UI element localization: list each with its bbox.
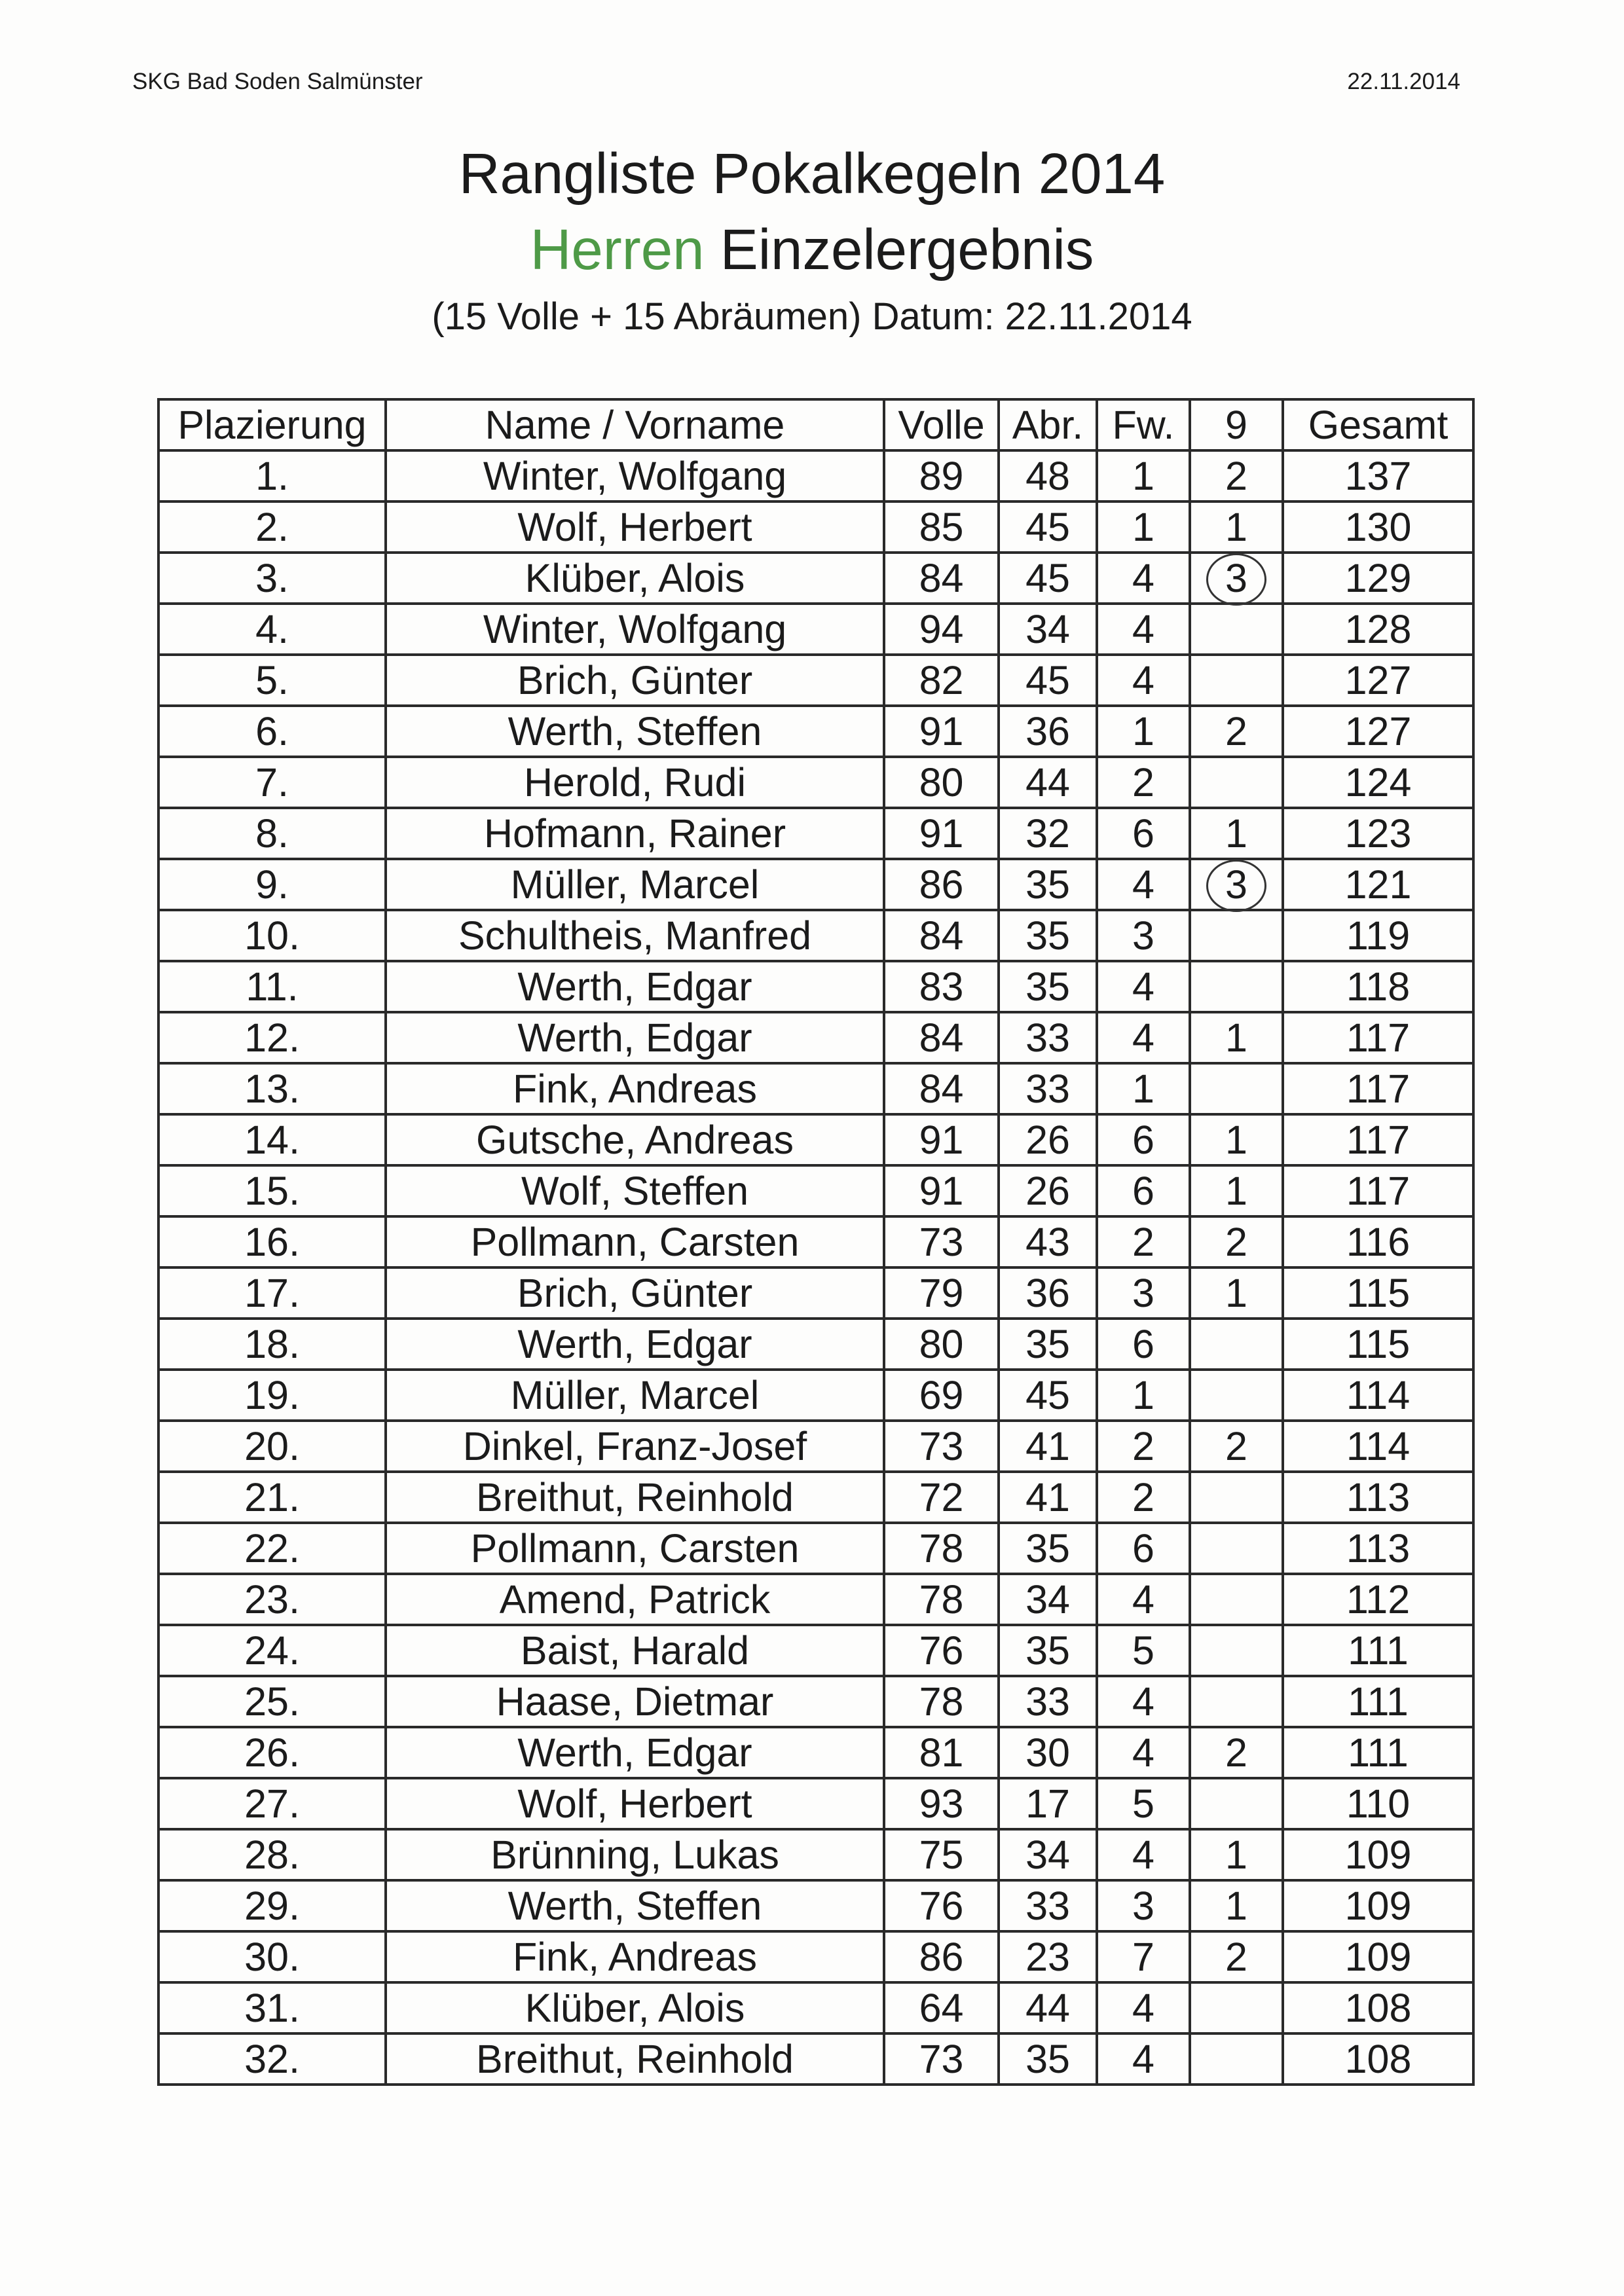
volle-cell: 86 bbox=[884, 859, 999, 910]
place-cell: 12. bbox=[158, 1012, 386, 1063]
total-cell: 114 bbox=[1283, 1421, 1473, 1472]
fw-cell: 6 bbox=[1097, 1165, 1190, 1216]
volle-cell: 91 bbox=[884, 1114, 999, 1165]
name-cell: Brünning, Lukas bbox=[386, 1829, 884, 1880]
fw-cell: 6 bbox=[1097, 1523, 1190, 1574]
fw-cell: 1 bbox=[1097, 1063, 1190, 1114]
volle-cell: 80 bbox=[884, 757, 999, 808]
place-cell: 16. bbox=[158, 1216, 386, 1267]
fw-cell: 5 bbox=[1097, 1625, 1190, 1676]
column-header-place: Plazierung bbox=[158, 399, 386, 450]
total-cell: 124 bbox=[1283, 757, 1473, 808]
nine-cell bbox=[1190, 1063, 1283, 1114]
fw-cell: 2 bbox=[1097, 1216, 1190, 1267]
place-cell: 10. bbox=[158, 910, 386, 961]
total-cell: 118 bbox=[1283, 961, 1473, 1012]
table-row bbox=[158, 706, 1473, 757]
total-cell: 117 bbox=[1283, 1114, 1473, 1165]
place-cell: 4. bbox=[158, 604, 386, 655]
fw-cell: 2 bbox=[1097, 1421, 1190, 1472]
column-header-volle: Volle bbox=[884, 399, 999, 450]
name-cell: Werth, Edgar bbox=[386, 1319, 884, 1370]
name-cell: Dinkel, Franz-Josef bbox=[386, 1421, 884, 1472]
abr-cell: 45 bbox=[999, 1370, 1097, 1421]
volle-cell: 93 bbox=[884, 1778, 999, 1829]
volle-cell: 79 bbox=[884, 1267, 999, 1319]
abr-cell: 23 bbox=[999, 1931, 1097, 1982]
table-row bbox=[158, 1574, 1473, 1625]
table-row bbox=[158, 1931, 1473, 1982]
volle-cell: 73 bbox=[884, 2033, 999, 2085]
abr-cell: 34 bbox=[999, 604, 1097, 655]
fw-cell: 4 bbox=[1097, 2033, 1190, 2085]
nine-cell: 1 bbox=[1190, 501, 1283, 553]
table-header-row bbox=[158, 399, 1473, 450]
fw-cell: 2 bbox=[1097, 1472, 1190, 1523]
table-row bbox=[158, 1216, 1473, 1267]
place-cell: 2. bbox=[158, 501, 386, 553]
nine-cell: 1 bbox=[1190, 808, 1283, 859]
nine-cell bbox=[1190, 1370, 1283, 1421]
total-cell: 111 bbox=[1283, 1625, 1473, 1676]
place-cell: 1. bbox=[158, 450, 386, 501]
volle-cell: 78 bbox=[884, 1676, 999, 1727]
abr-cell: 35 bbox=[999, 859, 1097, 910]
name-cell: Brich, Günter bbox=[386, 655, 884, 706]
total-cell: 117 bbox=[1283, 1165, 1473, 1216]
place-cell: 13. bbox=[158, 1063, 386, 1114]
table-row bbox=[158, 501, 1473, 553]
table-row bbox=[158, 1472, 1473, 1523]
fw-cell: 5 bbox=[1097, 1778, 1190, 1829]
volle-cell: 69 bbox=[884, 1370, 999, 1421]
fw-cell: 6 bbox=[1097, 1114, 1190, 1165]
name-cell: Breithut, Reinhold bbox=[386, 2033, 884, 2085]
volle-cell: 82 bbox=[884, 655, 999, 706]
table-row bbox=[158, 1012, 1473, 1063]
nine-cell bbox=[1190, 961, 1283, 1012]
volle-cell: 76 bbox=[884, 1880, 999, 1931]
place-cell: 24. bbox=[158, 1625, 386, 1676]
total-cell: 111 bbox=[1283, 1676, 1473, 1727]
volle-cell: 76 bbox=[884, 1625, 999, 1676]
place-cell: 25. bbox=[158, 1676, 386, 1727]
name-cell: Baist, Harald bbox=[386, 1625, 884, 1676]
name-cell: Gutsche, Andreas bbox=[386, 1114, 884, 1165]
table-row bbox=[158, 1063, 1473, 1114]
total-cell: 128 bbox=[1283, 604, 1473, 655]
nine-cell: 1 bbox=[1190, 1267, 1283, 1319]
table-row bbox=[158, 757, 1473, 808]
volle-cell: 84 bbox=[884, 553, 999, 604]
total-cell: 137 bbox=[1283, 450, 1473, 501]
nine-cell: 2 bbox=[1190, 1931, 1283, 1982]
volle-cell: 81 bbox=[884, 1727, 999, 1778]
column-header-total: Gesamt bbox=[1283, 399, 1473, 450]
abr-cell: 26 bbox=[999, 1114, 1097, 1165]
page-subtitle bbox=[0, 218, 1624, 282]
table-row bbox=[158, 553, 1473, 604]
fw-cell: 4 bbox=[1097, 604, 1190, 655]
abr-cell: 34 bbox=[999, 1829, 1097, 1880]
total-cell: 123 bbox=[1283, 808, 1473, 859]
nine-cell: 3 bbox=[1190, 859, 1283, 910]
results-table bbox=[157, 398, 1475, 2086]
nine-cell bbox=[1190, 1676, 1283, 1727]
nine-cell: 2 bbox=[1190, 1727, 1283, 1778]
name-cell: Werth, Steffen bbox=[386, 706, 884, 757]
fw-cell: 1 bbox=[1097, 501, 1190, 553]
place-cell: 22. bbox=[158, 1523, 386, 1574]
nine-cell bbox=[1190, 1982, 1283, 2033]
name-cell: Werth, Steffen bbox=[386, 1880, 884, 1931]
total-cell: 129 bbox=[1283, 553, 1473, 604]
name-cell: Amend, Patrick bbox=[386, 1574, 884, 1625]
nine-cell: 1 bbox=[1190, 1880, 1283, 1931]
volle-cell: 64 bbox=[884, 1982, 999, 2033]
table-row bbox=[158, 2033, 1473, 2085]
name-cell: Müller, Marcel bbox=[386, 1370, 884, 1421]
table-row bbox=[158, 1676, 1473, 1727]
volle-cell: 83 bbox=[884, 961, 999, 1012]
place-cell: 11. bbox=[158, 961, 386, 1012]
fw-cell: 4 bbox=[1097, 1574, 1190, 1625]
result-type-label: Einzelergebnis bbox=[720, 218, 1094, 282]
nine-cell bbox=[1190, 1319, 1283, 1370]
place-cell: 17. bbox=[158, 1267, 386, 1319]
abr-cell: 35 bbox=[999, 1523, 1097, 1574]
nine-cell bbox=[1190, 1472, 1283, 1523]
name-cell: Winter, Wolfgang bbox=[386, 604, 884, 655]
volle-cell: 84 bbox=[884, 1012, 999, 1063]
nine-cell: 2 bbox=[1190, 706, 1283, 757]
name-cell: Fink, Andreas bbox=[386, 1063, 884, 1114]
column-header-abr: Abr. bbox=[999, 399, 1097, 450]
abr-cell: 45 bbox=[999, 501, 1097, 553]
total-cell: 117 bbox=[1283, 1063, 1473, 1114]
place-cell: 30. bbox=[158, 1931, 386, 1982]
column-header-fw: Fw. bbox=[1097, 399, 1190, 450]
name-cell: Klüber, Alois bbox=[386, 553, 884, 604]
total-cell: 114 bbox=[1283, 1370, 1473, 1421]
table-row bbox=[158, 808, 1473, 859]
total-cell: 115 bbox=[1283, 1319, 1473, 1370]
fw-cell: 4 bbox=[1097, 655, 1190, 706]
table-row bbox=[158, 910, 1473, 961]
name-cell: Haase, Dietmar bbox=[386, 1676, 884, 1727]
name-cell: Schultheis, Manfred bbox=[386, 910, 884, 961]
place-cell: 6. bbox=[158, 706, 386, 757]
nine-cell bbox=[1190, 910, 1283, 961]
fw-cell: 6 bbox=[1097, 1319, 1190, 1370]
table-row bbox=[158, 450, 1473, 501]
place-cell: 14. bbox=[158, 1114, 386, 1165]
total-cell: 111 bbox=[1283, 1727, 1473, 1778]
place-cell: 21. bbox=[158, 1472, 386, 1523]
fw-cell: 3 bbox=[1097, 910, 1190, 961]
place-cell: 19. bbox=[158, 1370, 386, 1421]
name-cell: Wolf, Steffen bbox=[386, 1165, 884, 1216]
place-cell: 18. bbox=[158, 1319, 386, 1370]
abr-cell: 36 bbox=[999, 1267, 1097, 1319]
fw-cell: 1 bbox=[1097, 1370, 1190, 1421]
fw-cell: 4 bbox=[1097, 961, 1190, 1012]
place-cell: 27. bbox=[158, 1778, 386, 1829]
volle-cell: 72 bbox=[884, 1472, 999, 1523]
fw-cell: 3 bbox=[1097, 1880, 1190, 1931]
nine-cell: 3 bbox=[1190, 553, 1283, 604]
table-row bbox=[158, 859, 1473, 910]
place-cell: 15. bbox=[158, 1165, 386, 1216]
total-cell: 109 bbox=[1283, 1829, 1473, 1880]
abr-cell: 17 bbox=[999, 1778, 1097, 1829]
abr-cell: 44 bbox=[999, 1982, 1097, 2033]
nine-cell bbox=[1190, 2033, 1283, 2085]
nine-cell bbox=[1190, 1574, 1283, 1625]
place-cell: 32. bbox=[158, 2033, 386, 2085]
fw-cell: 1 bbox=[1097, 450, 1190, 501]
abr-cell: 45 bbox=[999, 655, 1097, 706]
table-row bbox=[158, 1625, 1473, 1676]
table-row bbox=[158, 1165, 1473, 1216]
column-header-name: Name / Vorname bbox=[386, 399, 884, 450]
total-cell: 113 bbox=[1283, 1523, 1473, 1574]
abr-cell: 44 bbox=[999, 757, 1097, 808]
fw-cell: 2 bbox=[1097, 757, 1190, 808]
results-body bbox=[158, 450, 1473, 2085]
abr-cell: 35 bbox=[999, 1625, 1097, 1676]
name-cell: Breithut, Reinhold bbox=[386, 1472, 884, 1523]
volle-cell: 94 bbox=[884, 604, 999, 655]
total-cell: 115 bbox=[1283, 1267, 1473, 1319]
abr-cell: 35 bbox=[999, 961, 1097, 1012]
volle-cell: 85 bbox=[884, 501, 999, 553]
print-date: 22.11.2014 bbox=[1347, 69, 1460, 94]
total-cell: 127 bbox=[1283, 655, 1473, 706]
nine-cell: 1 bbox=[1190, 1012, 1283, 1063]
fw-cell: 4 bbox=[1097, 859, 1190, 910]
fw-cell: 4 bbox=[1097, 1829, 1190, 1880]
abr-cell: 36 bbox=[999, 706, 1097, 757]
table-row bbox=[158, 1421, 1473, 1472]
name-cell: Wolf, Herbert bbox=[386, 501, 884, 553]
volle-cell: 78 bbox=[884, 1574, 999, 1625]
table-row bbox=[158, 961, 1473, 1012]
table-row bbox=[158, 1370, 1473, 1421]
abr-cell: 34 bbox=[999, 1574, 1097, 1625]
total-cell: 116 bbox=[1283, 1216, 1473, 1267]
nine-cell: 2 bbox=[1190, 450, 1283, 501]
total-cell: 130 bbox=[1283, 501, 1473, 553]
name-cell: Werth, Edgar bbox=[386, 1727, 884, 1778]
place-cell: 9. bbox=[158, 859, 386, 910]
abr-cell: 30 bbox=[999, 1727, 1097, 1778]
nine-cell bbox=[1190, 604, 1283, 655]
page-title: Rangliste Pokalkegeln 2014 bbox=[458, 142, 1166, 206]
abr-cell: 35 bbox=[999, 1319, 1097, 1370]
nine-cell: 2 bbox=[1190, 1216, 1283, 1267]
nine-cell: 1 bbox=[1190, 1165, 1283, 1216]
abr-cell: 45 bbox=[999, 553, 1097, 604]
place-cell: 29. bbox=[158, 1880, 386, 1931]
nine-cell: 1 bbox=[1190, 1829, 1283, 1880]
total-cell: 108 bbox=[1283, 2033, 1473, 2085]
place-cell: 28. bbox=[158, 1829, 386, 1880]
abr-cell: 33 bbox=[999, 1676, 1097, 1727]
abr-cell: 35 bbox=[999, 2033, 1097, 2085]
abr-cell: 41 bbox=[999, 1421, 1097, 1472]
volle-cell: 78 bbox=[884, 1523, 999, 1574]
fw-cell: 4 bbox=[1097, 1982, 1190, 2033]
total-cell: 109 bbox=[1283, 1931, 1473, 1982]
total-cell: 117 bbox=[1283, 1012, 1473, 1063]
total-cell: 113 bbox=[1283, 1472, 1473, 1523]
nine-cell: 1 bbox=[1190, 1114, 1283, 1165]
abr-cell: 43 bbox=[999, 1216, 1097, 1267]
place-cell: 8. bbox=[158, 808, 386, 859]
name-cell: Werth, Edgar bbox=[386, 1012, 884, 1063]
volle-cell: 73 bbox=[884, 1216, 999, 1267]
fw-cell: 4 bbox=[1097, 1012, 1190, 1063]
abr-cell: 26 bbox=[999, 1165, 1097, 1216]
name-cell: Müller, Marcel bbox=[386, 859, 884, 910]
total-cell: 110 bbox=[1283, 1778, 1473, 1829]
table-row bbox=[158, 1829, 1473, 1880]
place-cell: 20. bbox=[158, 1421, 386, 1472]
table-row bbox=[158, 1982, 1473, 2033]
fw-cell: 4 bbox=[1097, 553, 1190, 604]
nine-cell bbox=[1190, 655, 1283, 706]
abr-cell: 33 bbox=[999, 1880, 1097, 1931]
volle-cell: 86 bbox=[884, 1931, 999, 1982]
volle-cell: 84 bbox=[884, 910, 999, 961]
name-cell: Wolf, Herbert bbox=[386, 1778, 884, 1829]
name-cell: Winter, Wolfgang bbox=[386, 450, 884, 501]
abr-cell: 41 bbox=[999, 1472, 1097, 1523]
table-row bbox=[158, 655, 1473, 706]
volle-cell: 89 bbox=[884, 450, 999, 501]
volle-cell: 91 bbox=[884, 706, 999, 757]
name-cell: Pollmann, Carsten bbox=[386, 1216, 884, 1267]
volle-cell: 91 bbox=[884, 1165, 999, 1216]
name-cell: Fink, Andreas bbox=[386, 1931, 884, 1982]
name-cell: Hofmann, Rainer bbox=[386, 808, 884, 859]
place-cell: 5. bbox=[158, 655, 386, 706]
place-cell: 7. bbox=[158, 757, 386, 808]
name-cell: Brich, Günter bbox=[386, 1267, 884, 1319]
table-row bbox=[158, 1319, 1473, 1370]
fw-cell: 4 bbox=[1097, 1727, 1190, 1778]
abr-cell: 33 bbox=[999, 1063, 1097, 1114]
volle-cell: 91 bbox=[884, 808, 999, 859]
fw-cell: 1 bbox=[1097, 706, 1190, 757]
column-header-nine: 9 bbox=[1190, 399, 1283, 450]
volle-cell: 75 bbox=[884, 1829, 999, 1880]
nine-cell: 2 bbox=[1190, 1421, 1283, 1472]
abr-cell: 32 bbox=[999, 808, 1097, 859]
volle-cell: 73 bbox=[884, 1421, 999, 1472]
name-cell: Pollmann, Carsten bbox=[386, 1523, 884, 1574]
fw-cell: 6 bbox=[1097, 808, 1190, 859]
fw-cell: 4 bbox=[1097, 1676, 1190, 1727]
table-row bbox=[158, 1778, 1473, 1829]
nine-cell bbox=[1190, 1625, 1283, 1676]
category-label: Herren bbox=[530, 218, 705, 282]
nine-cell bbox=[1190, 1778, 1283, 1829]
name-cell: Klüber, Alois bbox=[386, 1982, 884, 2033]
table-row bbox=[158, 1880, 1473, 1931]
total-cell: 127 bbox=[1283, 706, 1473, 757]
fw-cell: 7 bbox=[1097, 1931, 1190, 1982]
abr-cell: 35 bbox=[999, 910, 1097, 961]
name-cell: Werth, Edgar bbox=[386, 961, 884, 1012]
total-cell: 112 bbox=[1283, 1574, 1473, 1625]
place-cell: 31. bbox=[158, 1982, 386, 2033]
total-cell: 109 bbox=[1283, 1880, 1473, 1931]
volle-cell: 80 bbox=[884, 1319, 999, 1370]
place-cell: 23. bbox=[158, 1574, 386, 1625]
nine-cell bbox=[1190, 1523, 1283, 1574]
abr-cell: 48 bbox=[999, 450, 1097, 501]
total-cell: 119 bbox=[1283, 910, 1473, 961]
place-cell: 3. bbox=[158, 553, 386, 604]
club-name: SKG Bad Soden Salmünster bbox=[132, 69, 423, 94]
table-row bbox=[158, 1267, 1473, 1319]
volle-cell: 84 bbox=[884, 1063, 999, 1114]
nine-cell bbox=[1190, 757, 1283, 808]
table-row bbox=[158, 604, 1473, 655]
abr-cell: 33 bbox=[999, 1012, 1097, 1063]
fw-cell: 3 bbox=[1097, 1267, 1190, 1319]
table-row bbox=[158, 1727, 1473, 1778]
competition-info: (15 Volle + 15 Abräumen) Datum: 22.11.2014 bbox=[432, 295, 1192, 338]
total-cell: 121 bbox=[1283, 859, 1473, 910]
table-row bbox=[158, 1114, 1473, 1165]
place-cell: 26. bbox=[158, 1727, 386, 1778]
name-cell: Herold, Rudi bbox=[386, 757, 884, 808]
total-cell: 108 bbox=[1283, 1982, 1473, 2033]
table-row bbox=[158, 1523, 1473, 1574]
